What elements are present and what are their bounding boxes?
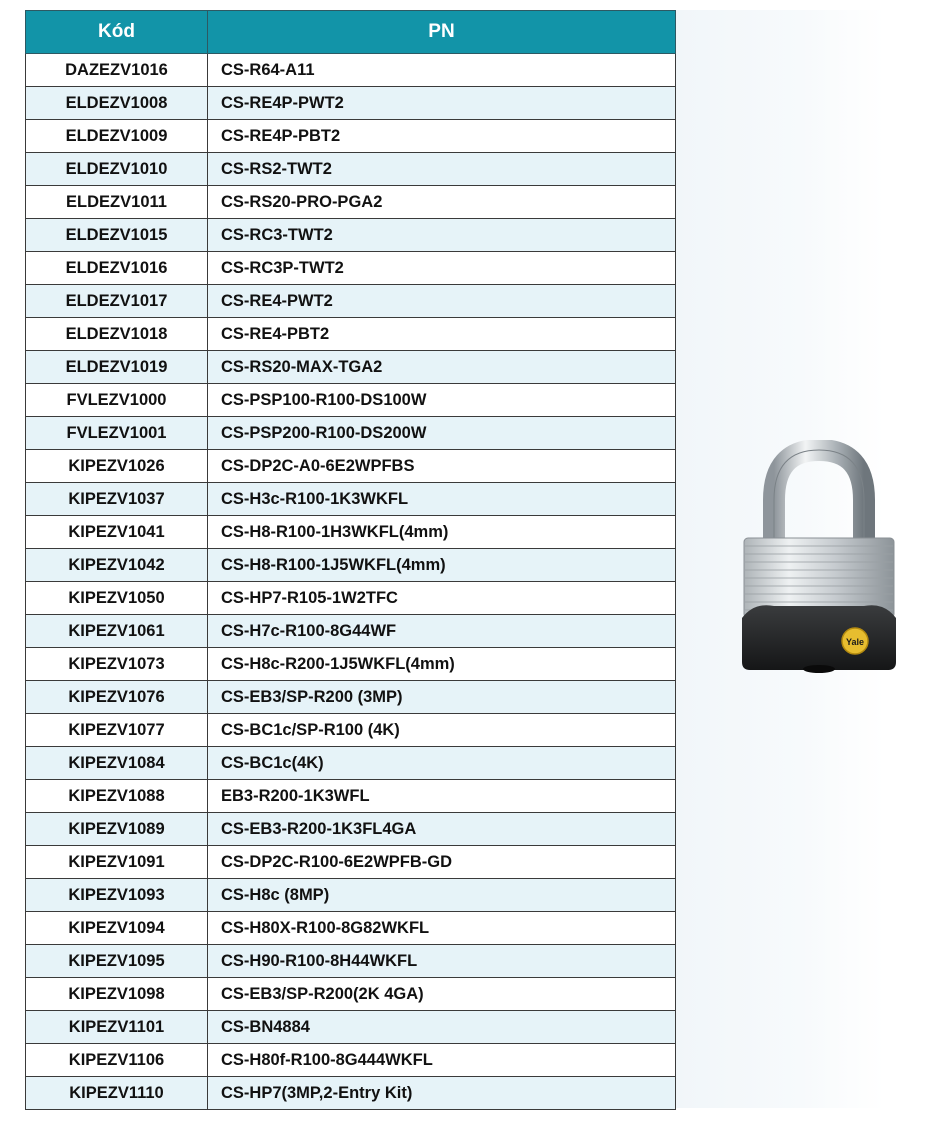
- cell-pn: EB3-R200-1K3WFL: [208, 780, 676, 813]
- cell-code: KIPEZV1095: [26, 945, 208, 978]
- header-row: [26, 11, 676, 54]
- cell-code: ELDEZV1019: [26, 351, 208, 384]
- cell-pn: CS-H80X-R100-8G82WKFL: [208, 912, 676, 945]
- table-row: [26, 516, 676, 549]
- cell-code: FVLEZV1001: [26, 417, 208, 450]
- table-row: [26, 879, 676, 912]
- cell-pn: CS-H90-R100-8H44WKFL: [208, 945, 676, 978]
- cell-code: ELDEZV1010: [26, 153, 208, 186]
- table-header: [26, 11, 676, 54]
- header-pn: PN: [208, 11, 676, 54]
- table-row: [26, 351, 676, 384]
- cell-code: KIPEZV1042: [26, 549, 208, 582]
- cell-code: KIPEZV1050: [26, 582, 208, 615]
- cell-pn: CS-EB3-R200-1K3FL4GA: [208, 813, 676, 846]
- cell-pn: CS-RE4-PWT2: [208, 285, 676, 318]
- table-row: [26, 978, 676, 1011]
- cell-pn: CS-RC3-TWT2: [208, 219, 676, 252]
- table-row: [26, 582, 676, 615]
- table-row: [26, 648, 676, 681]
- cell-code: KIPEZV1094: [26, 912, 208, 945]
- table-row: [26, 87, 676, 120]
- cell-pn: CS-RC3P-TWT2: [208, 252, 676, 285]
- table-row: [26, 681, 676, 714]
- cell-code: DAZEZV1016: [26, 54, 208, 87]
- product-table: [25, 10, 676, 1110]
- table-row: [26, 747, 676, 780]
- table-row: [26, 384, 676, 417]
- cell-code: KIPEZV1061: [26, 615, 208, 648]
- cell-code: KIPEZV1073: [26, 648, 208, 681]
- table-row: [26, 714, 676, 747]
- cell-pn: CS-EB3/SP-R200 (3MP): [208, 681, 676, 714]
- cell-pn: CS-DP2C-R100-6E2WPFB-GD: [208, 846, 676, 879]
- table-row: [26, 945, 676, 978]
- table-row: [26, 483, 676, 516]
- table-row: [26, 846, 676, 879]
- cell-code: KIPEZV1026: [26, 450, 208, 483]
- table-row: [26, 417, 676, 450]
- cell-pn: CS-HP7-R105-1W2TFC: [208, 582, 676, 615]
- cell-code: ELDEZV1016: [26, 252, 208, 285]
- table-row: [26, 54, 676, 87]
- cell-code: KIPEZV1077: [26, 714, 208, 747]
- cell-pn: CS-H8-R100-1J5WKFL(4mm): [208, 549, 676, 582]
- cell-pn: CS-RS2-TWT2: [208, 153, 676, 186]
- cell-pn: CS-H8c (8MP): [208, 879, 676, 912]
- cell-pn: CS-H8-R100-1H3WKFL(4mm): [208, 516, 676, 549]
- cell-pn: CS-BC1c(4K): [208, 747, 676, 780]
- padlock-image: [734, 440, 904, 675]
- cell-code: ELDEZV1011: [26, 186, 208, 219]
- cell-code: KIPEZV1101: [26, 1011, 208, 1044]
- cell-pn: CS-H8c-R200-1J5WKFL(4mm): [208, 648, 676, 681]
- cell-code: KIPEZV1110: [26, 1077, 208, 1110]
- cell-pn: CS-H7c-R100-8G44WF: [208, 615, 676, 648]
- table-row: [26, 252, 676, 285]
- cell-pn: CS-BC1c/SP-R100 (4K): [208, 714, 676, 747]
- table-row: [26, 615, 676, 648]
- header-code: Kód: [26, 11, 208, 54]
- cell-pn: CS-DP2C-A0-6E2WPFBS: [208, 450, 676, 483]
- cell-pn: CS-RE4-PBT2: [208, 318, 676, 351]
- cell-pn: CS-RE4P-PBT2: [208, 120, 676, 153]
- cell-code: ELDEZV1018: [26, 318, 208, 351]
- cell-pn: CS-RS20-PRO-PGA2: [208, 186, 676, 219]
- cell-pn: CS-HP7(3MP,2-Entry Kit): [208, 1077, 676, 1110]
- table-body: [26, 54, 676, 1110]
- cell-code: KIPEZV1088: [26, 780, 208, 813]
- cell-pn: CS-PSP100-R100-DS100W: [208, 384, 676, 417]
- cell-pn: CS-PSP200-R100-DS200W: [208, 417, 676, 450]
- cell-code: KIPEZV1091: [26, 846, 208, 879]
- table-row: [26, 912, 676, 945]
- cell-pn: CS-BN4884: [208, 1011, 676, 1044]
- cell-code: ELDEZV1017: [26, 285, 208, 318]
- cell-code: ELDEZV1015: [26, 219, 208, 252]
- table-row: [26, 219, 676, 252]
- cell-code: KIPEZV1106: [26, 1044, 208, 1077]
- table-row: [26, 285, 676, 318]
- table-row: [26, 318, 676, 351]
- table-row: [26, 450, 676, 483]
- table-row: [26, 549, 676, 582]
- yale-brand-label: Yale: [845, 637, 865, 647]
- table-row: [26, 153, 676, 186]
- cell-code: ELDEZV1009: [26, 120, 208, 153]
- cell-code: KIPEZV1093: [26, 879, 208, 912]
- table-row: [26, 186, 676, 219]
- cell-code: KIPEZV1098: [26, 978, 208, 1011]
- cell-code: FVLEZV1000: [26, 384, 208, 417]
- cell-pn: CS-EB3/SP-R200(2K 4GA): [208, 978, 676, 1011]
- cell-code: ELDEZV1008: [26, 87, 208, 120]
- table-row: [26, 780, 676, 813]
- cell-code: KIPEZV1076: [26, 681, 208, 714]
- cell-code: KIPEZV1041: [26, 516, 208, 549]
- cell-pn: CS-H80f-R100-8G444WKFL: [208, 1044, 676, 1077]
- cell-pn: CS-RE4P-PWT2: [208, 87, 676, 120]
- table-row: [26, 813, 676, 846]
- cell-pn: CS-R64-A11: [208, 54, 676, 87]
- table-row: [26, 120, 676, 153]
- cell-code: KIPEZV1089: [26, 813, 208, 846]
- table-row: [26, 1011, 676, 1044]
- cell-pn: CS-H3c-R100-1K3WKFL: [208, 483, 676, 516]
- table-row: [26, 1077, 676, 1110]
- cell-pn: CS-RS20-MAX-TGA2: [208, 351, 676, 384]
- table-row: [26, 1044, 676, 1077]
- cell-code: KIPEZV1037: [26, 483, 208, 516]
- cell-code: KIPEZV1084: [26, 747, 208, 780]
